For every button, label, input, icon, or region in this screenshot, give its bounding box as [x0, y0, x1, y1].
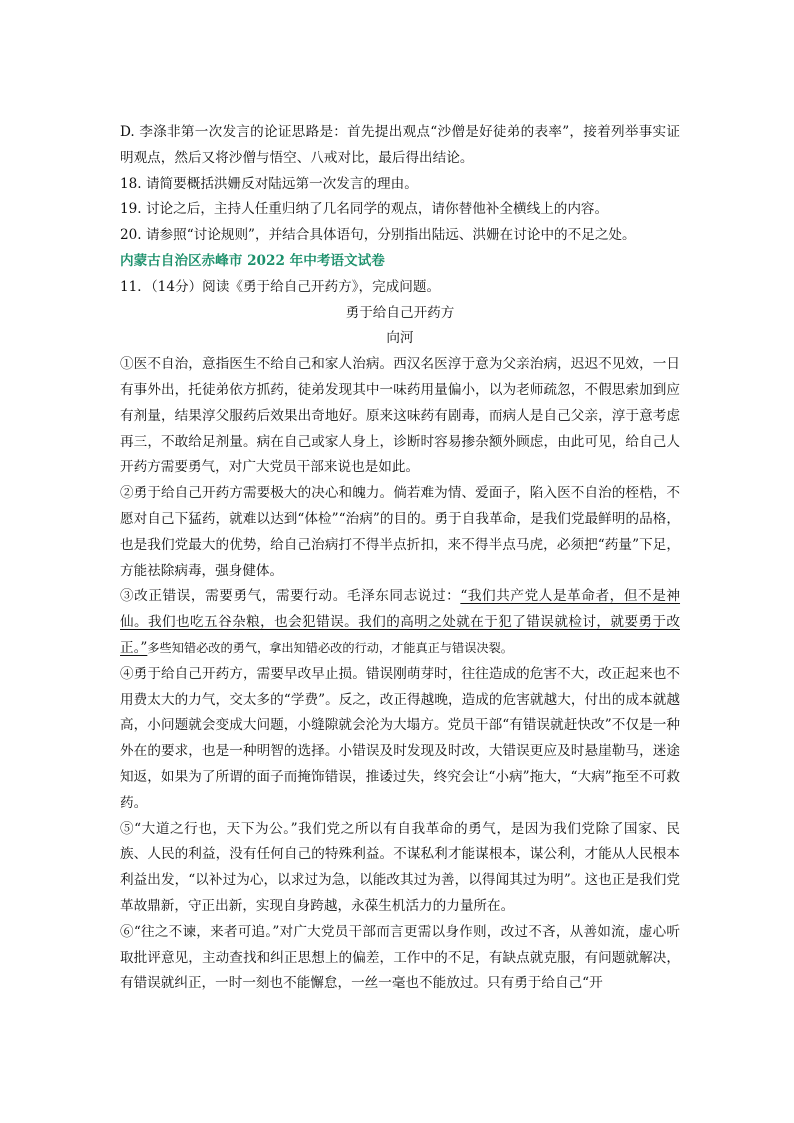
- document-content: [120, 120, 680, 997]
- underlined-quote: “我们共产党人是革命者，但不是神仙。我们也吃五谷杂粮，也会犯错误。我们的高明之处就在于犯了错误就检讨，就要勇于改正。”: [120, 588, 681, 656]
- paragraph-1: ①医不自治，意指医生不给自己和家人治病。西汉名医淳于意为父亲治病，迟迟不见效，一日有事外出，托徒弟依方抓药，徒弟发现其中一味药用量偏小，以为老师疏忽，不假思索加到应有剂量，结果淳父服药后效果出奇地好。原来这味药有剧毒，而病人是自己父亲，淳于意考虑再三，不敢给足剂量。病在自己或家人身上，诊断时容易掺杂额外顾虑，由此可见，给自己人开药方需要勇气，对广大党员干部来说也是如此。: [120, 356, 680, 476]
- question-11: 11．（14分）阅读《勇于给自己开药方》，完成问题。: [120, 278, 441, 295]
- paragraph-4: ④勇于给自己开药方，需要早改早止损。错误刚萌芽时，往往造成的危害不大，改正起来也不用费太大的力气，交太多的“学费”。反之，改正得越晚，造成的危害就越大，付出的成本就越高，小问题就会变成大问题，小缝隙就会沦为大塌方。党员干部“有错误就赶快改”不仅是一种外在的要求，也是一种明智的选择。小错误及时发现及时改，大错误更应及时悬崖勒马，迷途知返，如果为了所谓的面子而掩饰错误，推诿过失，终究会让“小病”拖大，“大病”拖至不可救药。: [120, 665, 680, 811]
- paragraph-5: ⑤“大道之行也，天下为公。”我们党之所以有自我革命的勇气，是因为我们党除了国家、民族、人民的利益，没有任何自己的特殊利益。不谋私利才能谋根本，谋公利，才能从人民根本利益出发，“以补过为心，以求过为急，以能改其过为善，以得闻其过为明”。这也正是我们党革故鼎新，守正出新，实现自身跨越，永葆生机活力的力量所在。: [120, 820, 680, 914]
- paragraph-3: [120, 584, 680, 661]
- paragraph-2: ②勇于给自己开药方需要极大的决心和魄力。倘若难为情、爱面子，陷入医不自治的桎梏，不愿对自己下猛药，就难以达到“体检”“治病”的目的。勇于自我革命，是我们党最鲜明的品格，也是我们党最大的优势，给自己治病打不得半点折扣，来不得半点马虎，必须把“药量”下足，方能祛除病毒，强身健体。: [120, 485, 680, 579]
- paragraph-3-end: 多些知错必改的勇气，拿出知错必改的行动，才能真正与错误决裂。: [147, 640, 513, 655]
- question-20: 20. 请参照“讨论规则”，并结合具体语句，分别指出陆远、洪姗在讨论中的不足之处。: [120, 227, 636, 244]
- article-author: 向河: [386, 330, 414, 347]
- paragraph-6: ⑥“往之不谏，来者可追。”对广大党员干部而言更需以身作则，改过不吝，从善如流，虚心听取批评意见，主动查找和纠正思想上的偏差，工作中的不足，有缺点就克服，有问题就解决，有错误就纠正，一时一刻也不能懈怠，一丝一毫也不能放过。只有勇于给自己“开: [120, 923, 680, 992]
- question-19: 19. 讨论之后，主持人任重归纳了几名同学的观点，请你替他补全横线上的内容。: [120, 201, 609, 218]
- article-title: 勇于给自己开药方: [345, 304, 455, 321]
- option-d: D. 李涤非第一次发言的论证思路是：首先提出观点“沙僧是好徒弟的表率”，接着列举事实证明观点，然后又将沙僧与悟空、八戒对比，最后得出结论。: [120, 124, 680, 166]
- section-title: 内蒙古自治区赤峰市 2022 年中考语文试卷: [120, 252, 385, 269]
- question-18: 18. 请简要概括洪姗反对陆远第一次发言的理由。: [120, 175, 418, 192]
- paragraph-3-intro: ③改正错误，需要勇气，需要行动。毛泽东同志说过：: [120, 588, 461, 605]
